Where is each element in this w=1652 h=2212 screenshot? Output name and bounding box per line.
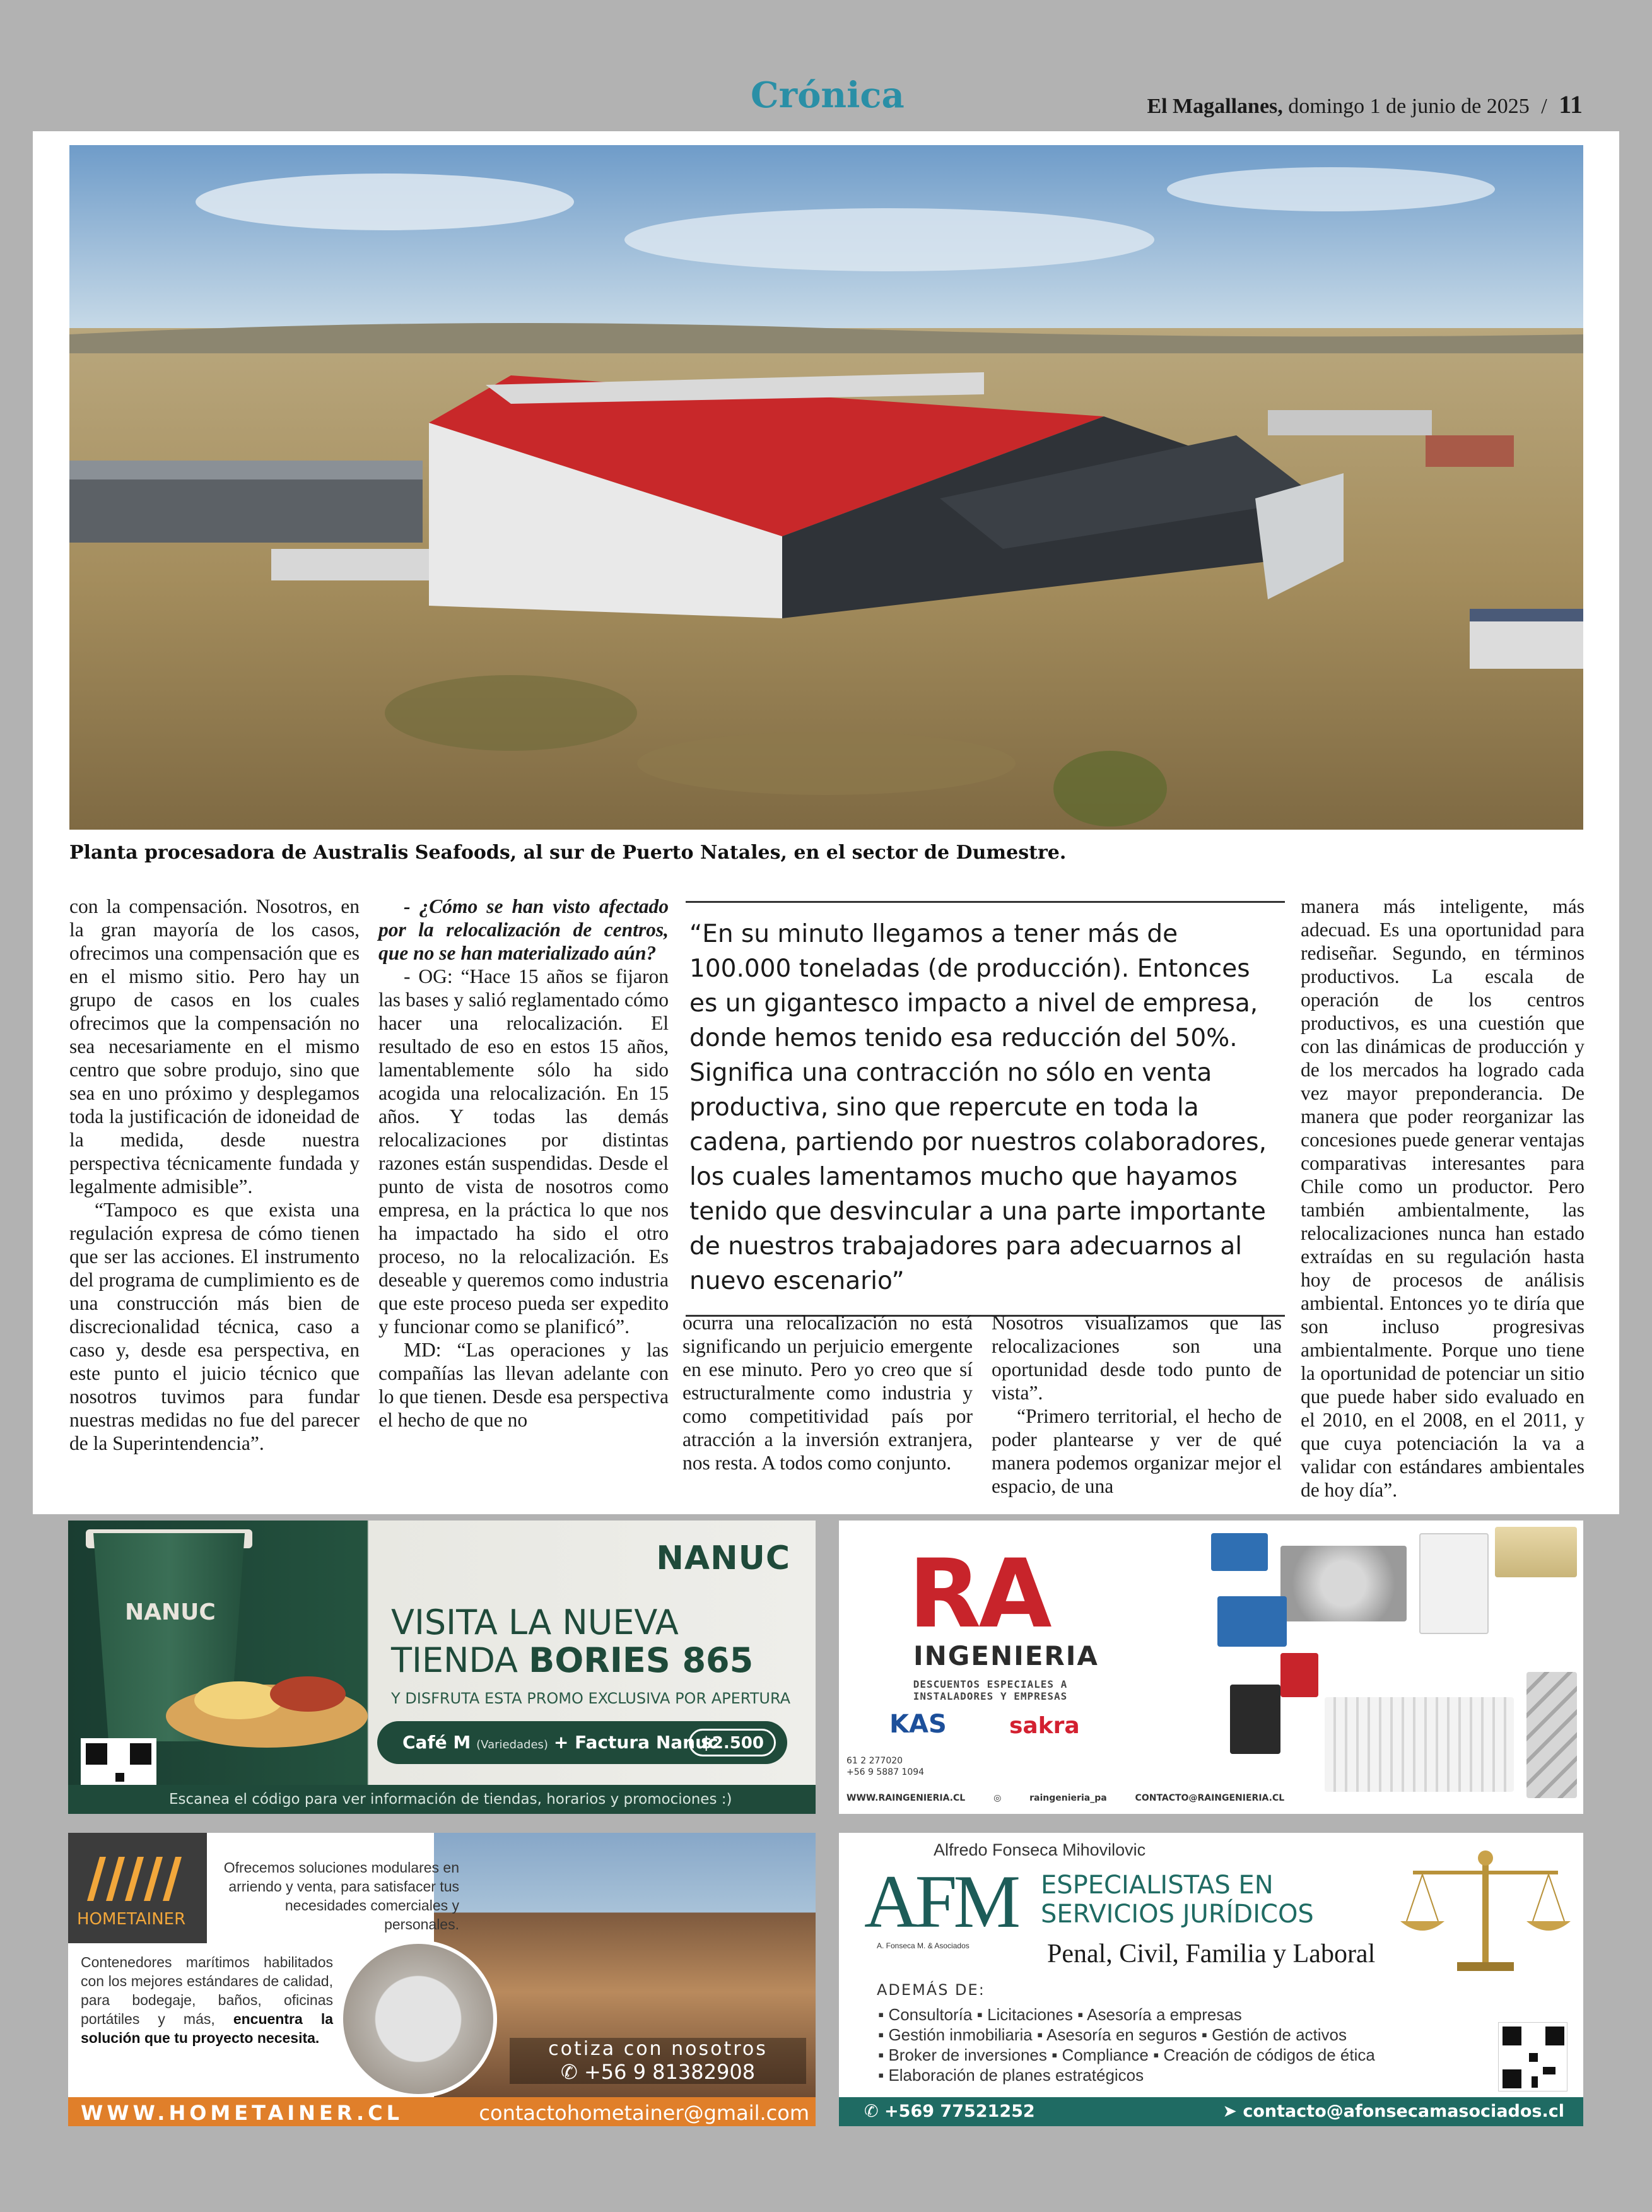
ra-logo: RA (908, 1539, 1050, 1649)
article-column-5 (1301, 895, 1585, 1502)
pipe-rolls-icon (1526, 1672, 1577, 1798)
boiler-icon (1419, 1533, 1489, 1634)
paragraph: MD: “Las operaciones y las compañías las llevan adelante con lo que tienen. Desde esa perspectiva el hecho de que no (378, 1339, 669, 1431)
page-header (0, 0, 1652, 132)
ra-phones (847, 1755, 924, 1778)
email-address: contacto@afonsecamasociados.cl (1243, 2102, 1564, 2121)
services-line: ▪ Broker de inversiones ▪ Compliance ▪ Creación de códigos de ética (878, 2045, 1375, 2064)
whatsapp-icon: ✆ (560, 2060, 584, 2084)
scales-of-justice-icon (1394, 1845, 1577, 1978)
publication-date: domingo 1 de junio de 2025 (1288, 95, 1530, 118)
hometainer-name: HOMETAINER (77, 1910, 186, 1929)
practice-areas: Penal, Civil, Familia y Laboral (1047, 1939, 1376, 1968)
afm-legal-ad[interactable] (839, 1833, 1583, 2126)
hometainer-stripes-icon (81, 1857, 194, 1901)
send-icon: ➤ (1222, 2102, 1243, 2121)
pastry-icon (163, 1656, 371, 1751)
brand-sakra: sakra (1009, 1713, 1080, 1739)
ra-footer (847, 1793, 1309, 1803)
promo-extra: + Factura Nanuc (553, 1732, 718, 1753)
ra-email[interactable]: CONTACTO@RAINGENIERIA.CL (1135, 1793, 1285, 1803)
instagram-icon: ◎ (993, 1793, 1002, 1803)
services-line: ▪ Elaboración de planes estratégicos (878, 2066, 1144, 2085)
ra-website[interactable]: WWW.RAINGENIERIA.CL (847, 1793, 966, 1803)
stove-icon (1230, 1685, 1280, 1754)
ra-instagram[interactable]: raingenieria_pa (1029, 1793, 1107, 1803)
promo-variety: (Variedades) (476, 1738, 548, 1751)
nanuc-logo: NANUC (656, 1539, 790, 1577)
hometainer-footer (68, 2097, 816, 2126)
heater-icon (1280, 1653, 1318, 1697)
hometainer-website[interactable]: WWW.HOMETAINER.CL (81, 2101, 404, 2125)
nanuc-subheadline: Y DISFRUTA ESTA PROMO EXCLUSIVA POR APERTURA (391, 1690, 791, 1707)
firm-name: A. Fonseca M. & Asociados (877, 1941, 970, 1950)
pull-quote: “En su minuto llegamos a tener más de 100.000 toneladas (de producción). Entonces es un gigantesco impacto a nivel de empresa, donde hemos tenido esa reducción del 50%. Significa una contracción no sólo en venta productiva, sino que repercute en toda la cadena, partiendo por nuestros colaboradores, los cuales lamentamos mucho que hayamos tenido que desvincular a una parte importante de nuestros trabajadores para adecuarnos al nuevo escenario” (686, 901, 1285, 1317)
hometainer-contact (510, 2038, 806, 2084)
afm-whatsapp[interactable] (864, 2097, 1035, 2126)
services-line: ▪ Consultoría ▪ Licitaciones ▪ Asesoría a empresas (878, 2005, 1242, 2024)
promo-product: Café M (402, 1732, 471, 1753)
pipes-icon (1495, 1527, 1577, 1577)
headline-text: TIENDA (391, 1640, 529, 1680)
masthead (1147, 90, 1583, 119)
processing-plant-photo-icon (69, 145, 1583, 830)
publication-name: El Magallanes, (1147, 95, 1283, 118)
hometainer-email[interactable]: contactohometainer@gmail.com (479, 2101, 809, 2125)
hometainer-ad[interactable] (68, 1833, 816, 2126)
ra-subtitle: INGENIERIA (913, 1640, 1099, 1671)
paragraph: “Tampoco es que exista una regulación expresa de cómo tienen que ser las acciones. El instrumento del programa de cumplimiento es de una construcción más bien de discrecionalidad técnica, caso a caso y, desde esa perspectiva, en este punto el juicio técnico que nosotros tuvimos para fundar nuestras medidas no fue del parecer de la Superintendencia”. (69, 1199, 360, 1454)
article-photo (69, 145, 1583, 830)
paragraph: manera más inteligente, más adecuad. Es una oportunidad para rediseñar. Segundo, en términos productivos. La escala de operación de los centros productivos, es una cuestión que con las dinámicas de producción y de los mercados ha logrado cada vez mayor preponderancia. De manera que poder reorganizar las concesiones puede generar ventajas comparativas interesantes para Chile como un productor. Pero también ambientalmente, las relocalizaciones nunca han estado extraídas en su regulación hasta hoy de procesos de análisis ambiental. Entonces yo te diría que son incluso progresivas ambientalmente. Porque uno tiene la oportunidad de potenciar un sitio que puede haber sido evaluado en el 2010, en el 2008, en el 2011, y que cuya potenciación la va a validar con estándares ambientales de hoy día”. (1301, 895, 1585, 1501)
paragraph: Nosotros visualizamos que las relocalizaciones son una oportunidad desde todo punto de vista”. (992, 1312, 1282, 1404)
interview-question: - ¿Cómo se han visto afectado por la relocalización de centros, que no se han materializado aún? (378, 895, 669, 964)
hometainer-logo (68, 1833, 207, 1943)
services-heading: ADEMÁS DE: (877, 1981, 985, 1999)
headline-line-1: VISITA LA NUEVA (391, 1603, 679, 1642)
phone-number: +56 9 81382908 (583, 2060, 756, 2084)
description-bold: encuentra la solución que tu proyecto necesita. (81, 2011, 334, 2046)
whatsapp-phone[interactable] (510, 2060, 806, 2084)
promo-pill (377, 1721, 787, 1764)
paragraph: con la compensación. Nosotros, en la gran mayoría de los casos, ofrecimos una compensación que es en el mismo sitio. Pero hay un grupo de casos en los cuales ofrecimos que la compensación no sea necesariamente en el mismo centro que sobre produjo, sino que sea en uno próximo y desplegamos toda la justificación de idoneidad de la medida, desde nuestra perspectiva técnicamente fundada y legalmente admisible”. (69, 895, 360, 1197)
article-column-4 (992, 1311, 1282, 1498)
services-line: ▪ Gestión inmobiliaria ▪ Asesoría en seguros ▪ Gestión de activos (878, 2025, 1347, 2044)
phone-number: +569 77521252 (884, 2102, 1035, 2121)
cup-logo: NANUC (125, 1599, 216, 1625)
ra-discount-text: DESCUENTOS ESPECIALES A INSTALADORES Y EMPRESAS (913, 1678, 1068, 1702)
masthead-separator: / (1541, 95, 1547, 118)
qr-code-icon[interactable] (1498, 2022, 1567, 2091)
services-list (878, 2004, 1375, 2085)
ra-ingenieria-ad[interactable] (839, 1521, 1583, 1814)
section-title: Crónica (751, 74, 905, 116)
nanuc-ad[interactable] (68, 1521, 816, 1814)
article-panel (33, 131, 1619, 1514)
description-text: Contenedores marítimos habilitados con los mejores estándares de calidad, para bodegaje, baños, oficinas portátiles y más, (81, 1954, 333, 2027)
phone-1: 61 2 277020 (847, 1756, 903, 1766)
page-number: 11 (1559, 90, 1583, 119)
nanuc-footer: Escanea el código para ver información de tiendas, horarios y promociones :) (68, 1785, 816, 1814)
article-column-3 (682, 1311, 973, 1474)
afm-email[interactable] (1222, 2097, 1564, 2126)
hometainer-offer: Ofrecemos soluciones modulares en arriendo y venta, para satisfacer tus necesidades comerciales y personales. (223, 1859, 459, 1933)
photo-caption: Planta procesadora de Australis Seafoods, al sur de Puerto Natales, en el sector de Dumestre. (69, 842, 1067, 864)
afm-footer (839, 2097, 1583, 2126)
brand-kas: KAS (889, 1710, 947, 1739)
headline-line-2 (391, 1642, 753, 1680)
promo-price: $2.500 (689, 1729, 776, 1756)
article-column-2 (378, 895, 669, 1432)
fittings-icon (1280, 1546, 1407, 1621)
lawyer-name: Alfredo Fonseca Mihovilovic (934, 1840, 1146, 1859)
store-address: BORIES 865 (529, 1640, 754, 1680)
specialty-line-2: SERVICIOS JURÍDICOS (1041, 1900, 1314, 1929)
whatsapp-icon: ✆ (864, 2102, 885, 2121)
phone-2: +56 9 5887 1094 (847, 1767, 925, 1777)
pump-icon (1217, 1596, 1287, 1647)
paragraph: ocurra una relocalización no está significando un perjuicio emergente en ese minuto. Pero yo creo que sí estructuralmente como industria y como competitividad país por atracción a la inversión extranjera, nos resta. A todos como conjunto. (682, 1312, 973, 1474)
radiator-icon (1325, 1697, 1514, 1792)
contact-cta: cotiza con nosotros (548, 2038, 768, 2060)
paragraph: “Primero territorial, el hecho de poder plantearse y ver de qué manera podemos organizar mejor el espacio, de una (992, 1405, 1282, 1497)
interior-photo (339, 1940, 497, 2098)
afm-logo: AFM (864, 1859, 1017, 1943)
specialty-line-1: ESPECIALISTAS EN (1041, 1871, 1274, 1900)
nanuc-headline (391, 1604, 753, 1680)
toolbox-icon (1211, 1533, 1268, 1571)
article-column-1 (69, 895, 360, 1455)
hometainer-description (81, 1953, 333, 2047)
afm-specialty (1041, 1871, 1314, 1929)
paragraph: - OG: “Hace 15 años se fijaron las bases y salió reglamentado cómo hacer una relocalización. El resultado de eso en estos 15 años, lamentablemente sólo ha sido acogida una relocalización. En 15 años. Y todas las demás relocalizaciones por distintas razones están suspendidas. Desde el punto de vista de nosotros como empresa, en la práctica lo que nos ha impactado ha sido el otro proceso, no la relocalización. Es deseable y queremos como industria que este proceso pueda ser expedito y funcionar como se planificó”. (378, 965, 669, 1338)
